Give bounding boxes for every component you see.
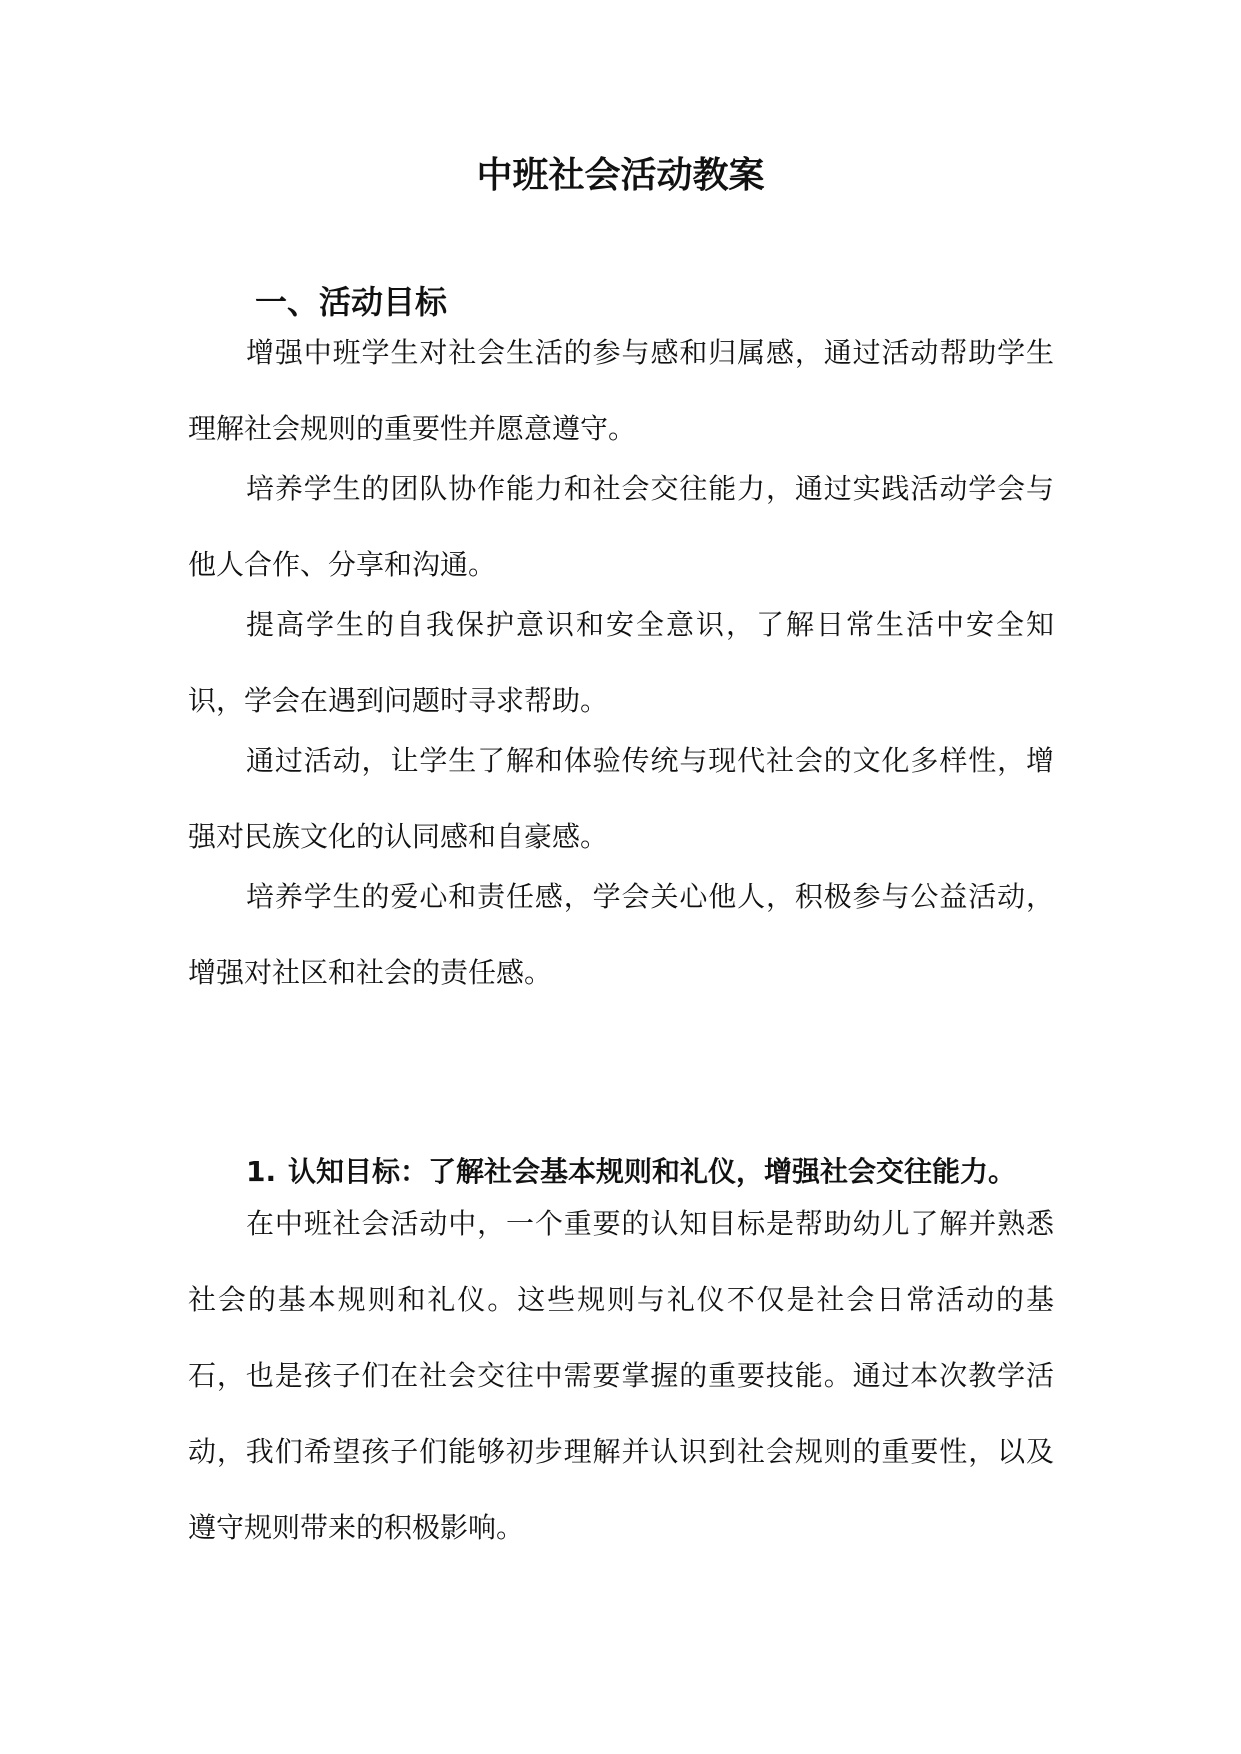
paragraph-goal-5: 培养学生的爱心和责任感，学会关心他人，积极参与公益活动，增强对社区和社会的责任感。 [188,880,1054,989]
paragraph-goal-2: 培养学生的团队协作能力和社会交往能力，通过实践活动学会与他人合作、分享和沟通。 [188,472,1054,581]
section-heading-activity-goals: 一、活动目标 [255,283,448,321]
subsection-number: 1. [246,1155,277,1188]
subsection-heading-text: 认知目标：了解社会基本规则和礼仪，增强社会交往能力。 [288,1155,1017,1188]
paragraph-goal-4: 通过活动，让学生了解和体验传统与现代社会的文化多样性，增强对民族文化的认同感和自豪感。 [188,744,1054,853]
paragraph-goal-1: 增强中班学生对社会生活的参与感和归属感，通过活动帮助学生理解社会规则的重要性并愿意遵守。 [188,336,1054,445]
paragraph-goal-3: 提高学生的自我保护意识和安全意识，了解日常生活中安全知识，学会在遇到问题时寻求帮助。 [188,608,1054,717]
document-title: 中班社会活动教案 [476,155,765,196]
paragraph-cognitive-goal: 在中班社会活动中，一个重要的认知目标是帮助幼儿了解并熟悉社会的基本规则和礼仪。这些规则与礼仪不仅是社会日常活动的基石，也是孩子们在社会交往中需要掌握的重要技能。通过本次教学活动，我们希望孩子们能够初步理解并认识到社会规则的重要性，以及遵守规则带来的积极影响。 [188,1207,1054,1544]
